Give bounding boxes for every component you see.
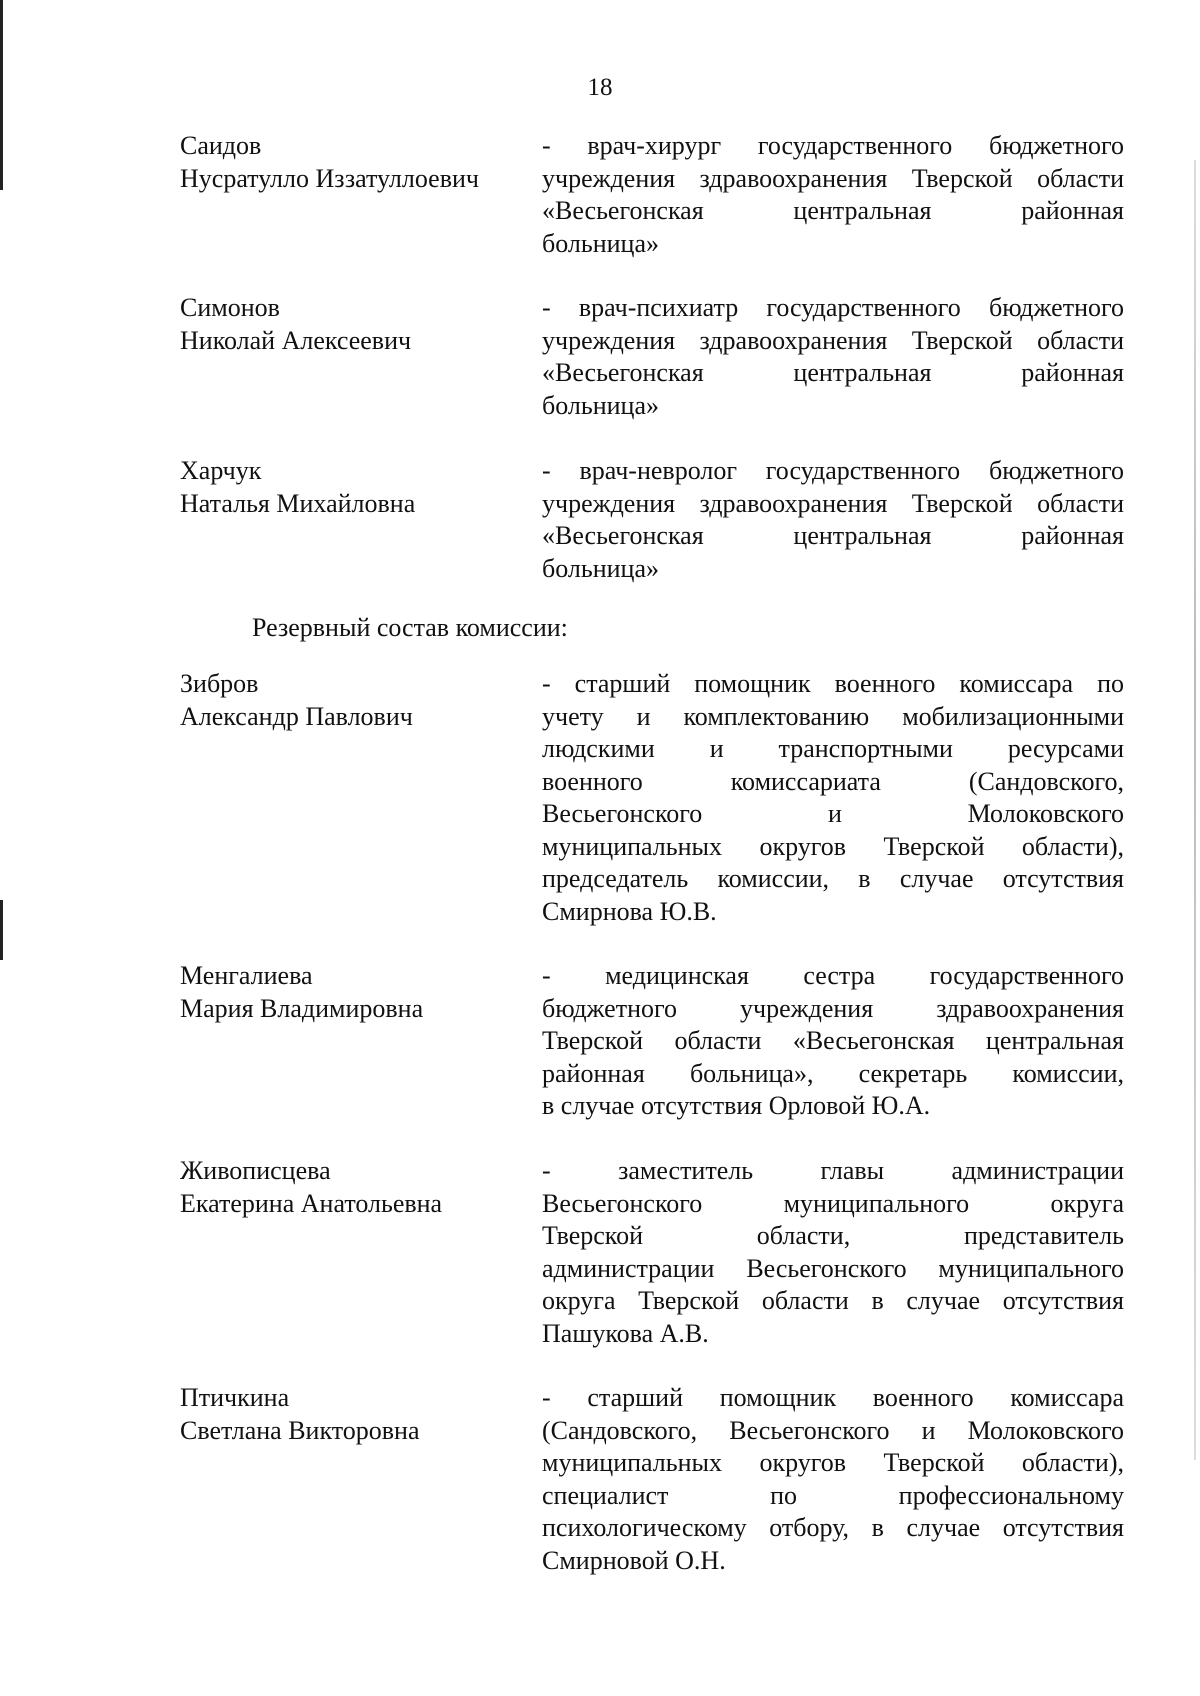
- scan-edge-mark: [0, 900, 3, 960]
- member-name: [180, 1382, 520, 1447]
- position-line: психологическому отбору, в случае отсутствия: [542, 1513, 1124, 1542]
- member-name: [180, 668, 520, 733]
- member-position: [542, 130, 1124, 260]
- position-line: Тверской области «Весьегонская центральная: [542, 1026, 1124, 1055]
- position-line: районная больница», секретарь комиссии,: [542, 1058, 1124, 1088]
- position-line: округа Тверской области в случае отсутствия: [542, 1286, 1124, 1315]
- position-line: «Весьегонская центральная районная: [542, 196, 1124, 225]
- position-line: военного комиссариата (Сандовского,: [542, 766, 1124, 796]
- position-line: - врач-хирург государственного бюджетного: [542, 131, 1124, 160]
- member-position: [542, 668, 1124, 928]
- position-line: учреждения здравоохранения Тверской области: [542, 325, 1124, 355]
- scan-edge-mark: [1194, 160, 1196, 1460]
- member-name: [180, 455, 520, 520]
- position-line: учреждения здравоохранения Тверской области: [542, 488, 1124, 518]
- position-line: председатель комиссии, в случае отсутствия: [542, 864, 1124, 893]
- member-position: [542, 1155, 1124, 1350]
- member-surname: Птичкина: [180, 1383, 290, 1412]
- position-line: бюджетного учреждения здравоохранения: [542, 993, 1124, 1023]
- position-line: специалист по профессиональному: [542, 1480, 1124, 1510]
- position-line: муниципальных округов Тверской области),: [542, 831, 1124, 861]
- position-line: «Весьегонская центральная районная: [542, 358, 1124, 387]
- member-given-names: Мария Владимировна: [180, 993, 424, 1023]
- position-line: администрации Весьегонского муниципального: [542, 1253, 1124, 1283]
- position-line: учреждения здравоохранения Тверской области: [542, 163, 1124, 193]
- member-name: [180, 1155, 520, 1220]
- position-line: Смирновой О.Н.: [542, 1545, 726, 1575]
- member-given-names: Наталья Михайловна: [180, 488, 416, 518]
- member-position: [542, 455, 1124, 585]
- member-given-names: Нусратулло Иззатуллоевич: [180, 163, 479, 193]
- position-line: - старший помощник военного комиссара: [542, 1383, 1124, 1412]
- position-line: Смирнова Ю.В.: [542, 896, 717, 926]
- position-line: людскими и транспортными ресурсами: [542, 734, 1124, 763]
- member-surname: Саидов: [180, 131, 262, 160]
- position-line: больница»: [542, 553, 659, 583]
- position-line: в случае отсутствия Орловой Ю.А.: [542, 1091, 931, 1120]
- position-line: Весьегонского и Молоковского: [542, 799, 1124, 828]
- position-line: Тверской области, представитель: [542, 1221, 1124, 1250]
- member-surname: Менгалиева: [180, 961, 313, 990]
- member-surname: Живописцева: [180, 1156, 331, 1185]
- member-given-names: Екатерина Анатольевна: [180, 1188, 443, 1218]
- position-line: - врач-психиатр государственного бюджетного: [542, 293, 1124, 322]
- position-line: Весьегонского муниципального округа: [542, 1188, 1124, 1218]
- member-surname: Зибров: [180, 669, 259, 698]
- position-line: - заместитель главы администрации: [542, 1156, 1124, 1185]
- member-name: [180, 130, 520, 195]
- member-given-names: Александр Павлович: [180, 701, 413, 731]
- position-line: Пашукова А.В.: [542, 1318, 709, 1348]
- member-surname: Харчук: [180, 456, 262, 485]
- position-line: муниципальных округов Тверской области),: [542, 1448, 1124, 1477]
- position-line: - старший помощник военного комиссара по: [542, 669, 1124, 698]
- member-name: [180, 292, 520, 357]
- member-given-names: Николай Алексеевич: [180, 325, 412, 355]
- section-heading: Резервный состав комиссии:: [252, 613, 568, 642]
- member-position: [542, 1382, 1124, 1577]
- position-line: - врач-невролог государственного бюджетного: [542, 456, 1124, 485]
- member-given-names: Светлана Викторовна: [180, 1415, 420, 1445]
- member-position: [542, 292, 1124, 422]
- position-line: больница»: [542, 228, 659, 258]
- page-number: 18: [587, 74, 613, 101]
- position-line: (Сандовского, Весьегонского и Молоковского: [542, 1415, 1124, 1445]
- position-line: - медицинская сестра государственного: [542, 961, 1124, 990]
- position-line: учету и комплектованию мобилизационными: [542, 701, 1124, 731]
- member-name: [180, 960, 520, 1025]
- member-position: [542, 960, 1124, 1123]
- member-surname: Симонов: [180, 293, 280, 322]
- position-line: «Весьегонская центральная районная: [542, 521, 1124, 550]
- position-line: больница»: [542, 390, 659, 420]
